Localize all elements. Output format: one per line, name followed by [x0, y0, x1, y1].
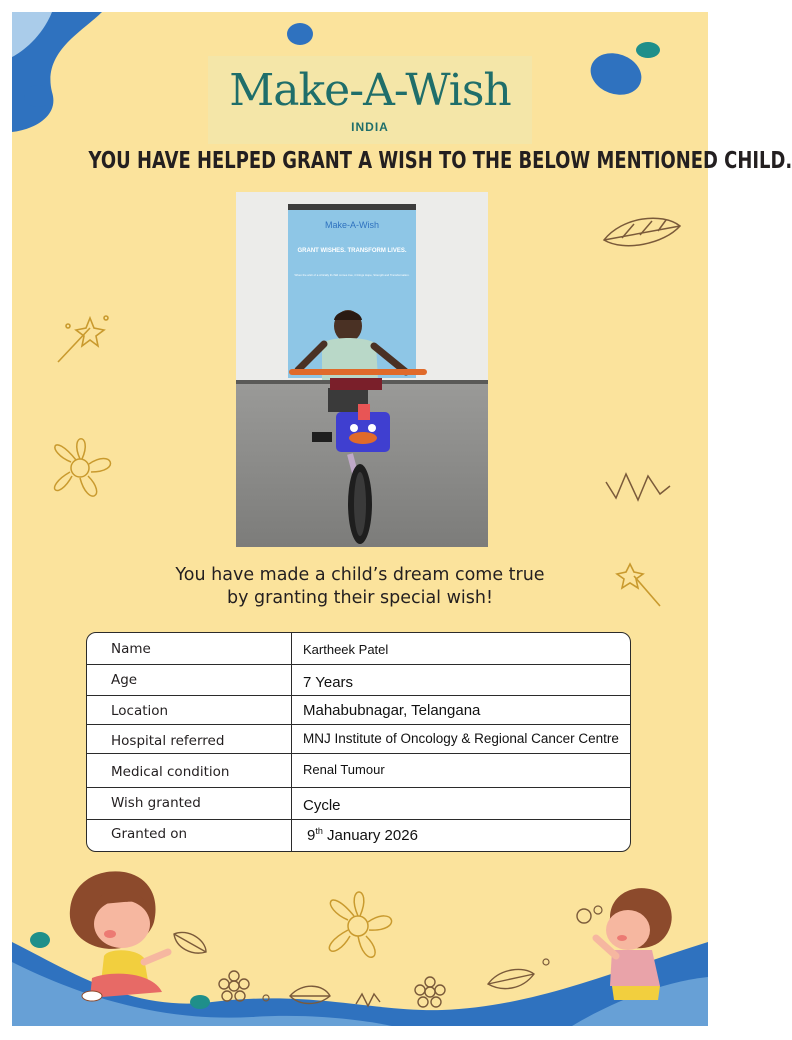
- blue-dot: [287, 23, 313, 45]
- name-value: Kartheek Patel: [303, 642, 389, 657]
- teal-dot: [190, 995, 210, 1009]
- logo-country: INDIA: [351, 120, 389, 134]
- banner-title: GRANT WISHES. TRANSFORM LIVES.: [297, 248, 407, 254]
- teal-dot: [636, 42, 660, 58]
- wish-value: Cycle: [303, 797, 341, 814]
- table-row: [87, 665, 630, 696]
- congratulations-message: [12, 564, 708, 610]
- hospital-label: Hospital referred: [111, 733, 225, 749]
- child-photo: [236, 192, 488, 547]
- leaf-icon: [174, 932, 206, 953]
- location-value: Mahabubnagar, Telangana: [303, 702, 481, 719]
- blue-blob: [585, 46, 648, 101]
- granted-month-year: January 2026: [322, 827, 418, 844]
- table-row: [87, 820, 630, 851]
- table-row: [87, 696, 630, 725]
- wish-label: Wish granted: [111, 795, 201, 811]
- condition-label: Medical condition: [111, 764, 230, 780]
- zigzag-doodle: [606, 474, 670, 500]
- hospital-value: MNJ Institute of Oncology & Regional Cancer Centre: [303, 731, 619, 746]
- banner-brand: Make-A-Wish: [324, 220, 380, 230]
- certificate-headline: YOU HAVE HELPED GRANT A WISH TO THE BELOW MENTIONED CHILD.: [88, 148, 792, 174]
- magic-wand-icon: [58, 316, 108, 362]
- table-row: [87, 788, 630, 820]
- zigzag-doodle: [356, 994, 380, 1006]
- age-value: 7 Years: [303, 674, 354, 691]
- flower-icon: [329, 892, 391, 957]
- teal-dot: [30, 932, 50, 948]
- location-label: Location: [111, 703, 169, 719]
- flower-icon: [219, 971, 249, 1001]
- make-a-wish-logo: [208, 56, 532, 144]
- flower-icon: [55, 439, 111, 496]
- condition-value: Renal Tumour: [303, 762, 385, 777]
- name-label: Name: [111, 641, 151, 657]
- age-label: Age: [111, 672, 138, 688]
- granted-day: 9: [307, 827, 316, 844]
- blue-dot: [24, 85, 52, 107]
- table-row: [87, 725, 630, 754]
- granted-label: Granted on: [111, 826, 188, 842]
- certificate-page: [12, 12, 792, 1026]
- message-line-1: You have made a child’s dream come true: [175, 565, 545, 585]
- message-line-2: by granting their special wish!: [227, 588, 493, 608]
- table-row: [87, 633, 630, 665]
- wish-details-table: [86, 632, 631, 852]
- leaf-icon: [604, 218, 680, 245]
- granted-day-suffix: th: [315, 826, 323, 836]
- logo-wordmark: Make-A-Wish: [229, 65, 511, 116]
- granted-value: [307, 826, 418, 844]
- flower-icon: [415, 977, 445, 1007]
- leaf-icon: [488, 969, 534, 988]
- banner-body: When the wish of a critically ill child comes true, it brings Hope, Strength and Transformation.: [294, 273, 410, 277]
- table-row: [87, 754, 630, 788]
